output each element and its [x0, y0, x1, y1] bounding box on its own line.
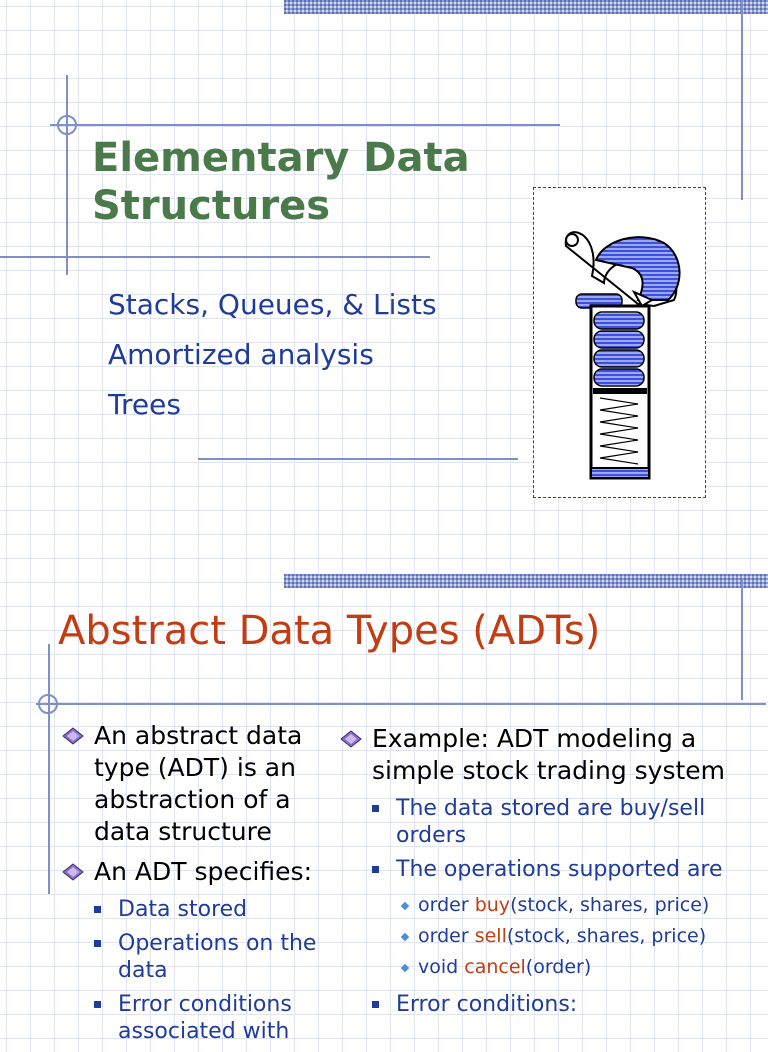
small-diamond-bullet-icon — [401, 902, 409, 910]
slide-title: Abstract Data Types (ADTs) — [58, 608, 601, 654]
vertical-rule — [48, 644, 50, 894]
square-bullet-icon — [94, 940, 101, 947]
sub-bullet-item — [92, 930, 324, 984]
diamond-bullet-icon — [62, 727, 84, 745]
corner-circle-mark — [57, 115, 77, 135]
sub-bullet-item — [370, 991, 760, 1018]
sub-bullet-text: Operations on the data — [118, 931, 317, 983]
sub-bullet-item — [92, 896, 324, 923]
operation-type: void — [418, 956, 465, 978]
bullet-text: An ADT specifies: — [94, 857, 313, 886]
horizontal-rule-top — [50, 124, 560, 126]
sub-bullet-text: Error conditions: — [396, 992, 578, 1017]
pez-dispenser-icon — [534, 188, 705, 497]
slide-abstract-data-types — [0, 540, 768, 1044]
header-hatch-bar — [284, 0, 768, 14]
topic-item: Amortized analysis — [108, 338, 374, 371]
horizontal-rule-mid — [0, 256, 430, 258]
square-bullet-icon — [372, 805, 379, 812]
vertical-rule — [66, 75, 68, 275]
slide-title: Elementary Data Structures — [92, 135, 470, 229]
operation-args: (order) — [525, 956, 592, 978]
square-bullet-icon — [372, 1001, 379, 1008]
left-column — [62, 720, 324, 1052]
operation-item — [400, 921, 760, 952]
bullet-item — [340, 723, 760, 787]
bullet-text: An abstract data type (ADT) is an abstraction of a data structure — [94, 721, 303, 846]
operation-type: order — [418, 925, 475, 947]
pez-dispenser-image — [533, 187, 706, 498]
bullet-item — [62, 856, 324, 888]
topic-item: Trees — [108, 388, 181, 421]
sub-bullet-text: Error conditions associated with — [118, 992, 292, 1044]
horizontal-rule-top — [36, 703, 766, 705]
bullet-text: Example: ADT modeling a simple stock trading system — [372, 724, 726, 785]
diamond-bullet-icon — [62, 863, 84, 881]
square-bullet-icon — [94, 906, 101, 913]
corner-circle-mark — [38, 694, 58, 714]
operation-keyword: buy — [474, 894, 511, 916]
square-bullet-icon — [94, 1001, 101, 1008]
operation-type: order — [418, 894, 475, 916]
operation-keyword: sell — [474, 925, 507, 947]
diamond-bullet-icon — [340, 730, 362, 748]
topic-item: Stacks, Queues, & Lists — [108, 288, 437, 321]
operation-item — [400, 890, 760, 921]
small-diamond-bullet-icon — [401, 964, 409, 972]
square-bullet-icon — [372, 866, 379, 873]
topic-list — [108, 280, 437, 430]
operation-keyword: cancel — [464, 956, 526, 978]
sub-bullet-text: The operations supported are — [396, 857, 723, 882]
sub-bullet-text: The data stored are buy/sell orders — [396, 796, 706, 848]
header-hatch-bar — [284, 574, 768, 588]
operation-args: (stock, shares, price) — [510, 894, 710, 916]
right-vertical-rule — [741, 0, 743, 200]
bullet-item — [62, 720, 324, 848]
sub-bullet-item — [370, 795, 760, 849]
right-vertical-rule — [741, 580, 743, 700]
sub-bullet-item — [92, 991, 324, 1045]
right-column — [340, 723, 760, 1025]
operation-args: (stock, shares, price) — [506, 925, 707, 947]
sub-bullet-text: Data stored — [118, 897, 248, 922]
small-diamond-bullet-icon — [401, 933, 409, 941]
horizontal-rule-bottom — [198, 458, 518, 460]
sub-bullet-item — [370, 856, 760, 883]
operation-item — [400, 952, 760, 983]
